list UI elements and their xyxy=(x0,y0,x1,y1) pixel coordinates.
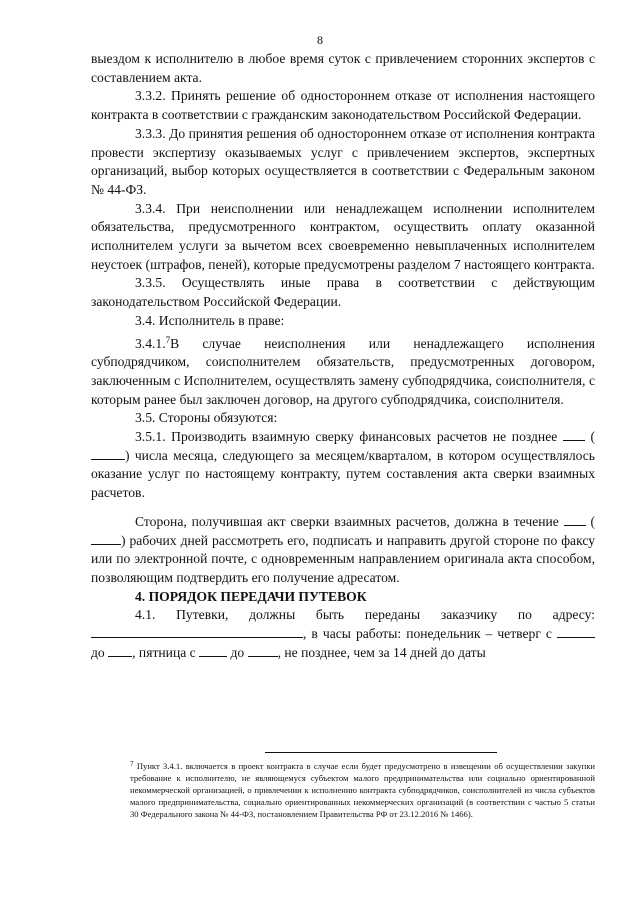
section-heading: 4. ПОРЯДОК ПЕРЕДАЧИ ПУТЕВОК xyxy=(135,588,367,604)
paragraph-3-5-1 xyxy=(91,428,595,503)
paragraph-3-3-2: 3.3.2. Принять решение об одностороннем отказе от исполнения настоящего контракта в соответствии с гражданским законодательством Российской Федерации. xyxy=(91,88,595,123)
text-run: , не позднее, чем за xyxy=(277,644,394,660)
page-number: 8 xyxy=(317,33,323,47)
text-run: ( xyxy=(584,429,595,445)
paragraph-3-5: 3.5. Стороны обязуются: xyxy=(135,410,278,426)
paragraph-reconciliation xyxy=(91,513,595,588)
footnote-text: Пункт 3.4.1. включается в проект контракта в случае если будет предусмотрено в извещении об осуществлении закупки требование к исполнителю, не являющемуся субъектом малого предпринимательства или социально ориентированной некоммерческой организацией, о привлечении к исполнению контракта субподрядчиков, соисполнителей из числа субъектов малого предпринимательства, социально ориентированных некоммерческих организаций (в соответствии с частью 5 статьи 30 Федерального закона № 44-ФЗ, постановлением Правительства РФ от 23.12.2016 № 1466). xyxy=(130,761,595,819)
text-run: 4.1. Путевки, должны быть переданы заказчику по адресу: xyxy=(135,607,595,623)
text-run: до xyxy=(91,644,109,660)
paragraph-4-1 xyxy=(91,606,595,662)
paragraph-3-3-5: 3.3.5. Осуществлять иные права в соответствии с действующим законодательством Российской Федерации. xyxy=(91,275,595,310)
blank-field-time xyxy=(248,644,278,657)
days-value: 14 xyxy=(393,644,407,660)
text-run: 3.5.1. Производить взаимную сверку финансовых расчетов не позднее xyxy=(135,429,563,445)
paragraph-3-4: 3.4. Исполнитель в праве: xyxy=(135,312,285,328)
text-run: дней до даты xyxy=(406,644,486,660)
paragraph-3-3-4: 3.3.4. При неисполнении или ненадлежащем исполнении исполнителем обязательства, предусмотренного контрактом, осуществить оплату оказанной исполнителем услуги за вычетом всех своевременно невыплаченных исполнителем неустоек (штрафов, пеней), которые предусмотрены разделом 7 настоящего контракта. xyxy=(91,200,595,272)
paragraph-3-4-1 xyxy=(91,331,595,410)
paragraph-3-3-3: 3.3.3. До принятия решения об одностороннем отказе от исполнения контракта провести экспертизу оказываемых услуг с привлечением экспертов, экспертных организаций, выбор которых осуществляется в соответствии с Федеральным законом № 44-ФЗ. xyxy=(91,125,595,197)
blank-field-words xyxy=(91,447,125,460)
text-run: , в часы работы: понедельник – четверг с xyxy=(303,626,557,642)
text-run: , пятница с xyxy=(132,644,200,660)
clause-number: 3.4.1. xyxy=(135,335,166,351)
blank-field-number xyxy=(564,513,586,526)
blank-field-words xyxy=(91,532,121,545)
footnote-reference: 7 xyxy=(165,334,171,345)
footnote-separator xyxy=(265,752,497,753)
blank-field-time xyxy=(557,625,595,638)
blank-field-time xyxy=(108,644,132,657)
clause-text: В случае неисполнения или ненадлежащего исполнения субподрядчиком, соисполнителем обязательств, предусмотренных договором, заключенным с Исполнителем, осуществлять замену субподрядчика, соисполнителя, с которым ранее был заключен договор, на другого субподрядчика, соисполнителя. xyxy=(91,335,595,407)
text-run: ( xyxy=(585,513,595,529)
blank-field-address xyxy=(91,625,303,638)
text-run: ) рабочих дней рассмотреть его, подписать и направить другой стороне по факсу или по электронной почте, с одновременным направлением оригинала акта способом, позволяющим подтвердить его получение адресатом. xyxy=(91,532,595,585)
text-run: Сторона, получившая акт сверки взаимных расчетов, должна в течение xyxy=(135,513,564,529)
text-run: до xyxy=(227,644,248,660)
blank-field-number xyxy=(563,428,585,441)
paragraph-continuation: выездом к исполнителю в любое время суток с привлечением сторонних экспертов с составлением акта. xyxy=(91,51,595,85)
footnote xyxy=(130,758,595,820)
footnote-mark: 7 xyxy=(130,760,134,768)
blank-field-time xyxy=(199,644,227,657)
text-run: ) числа месяца, следующего за месяцем/кварталом, в котором осуществлялось оказание услуг по настоящему контракту, путем составления акта сверки взаимных расчетов. xyxy=(91,447,595,501)
document-body xyxy=(91,50,595,663)
